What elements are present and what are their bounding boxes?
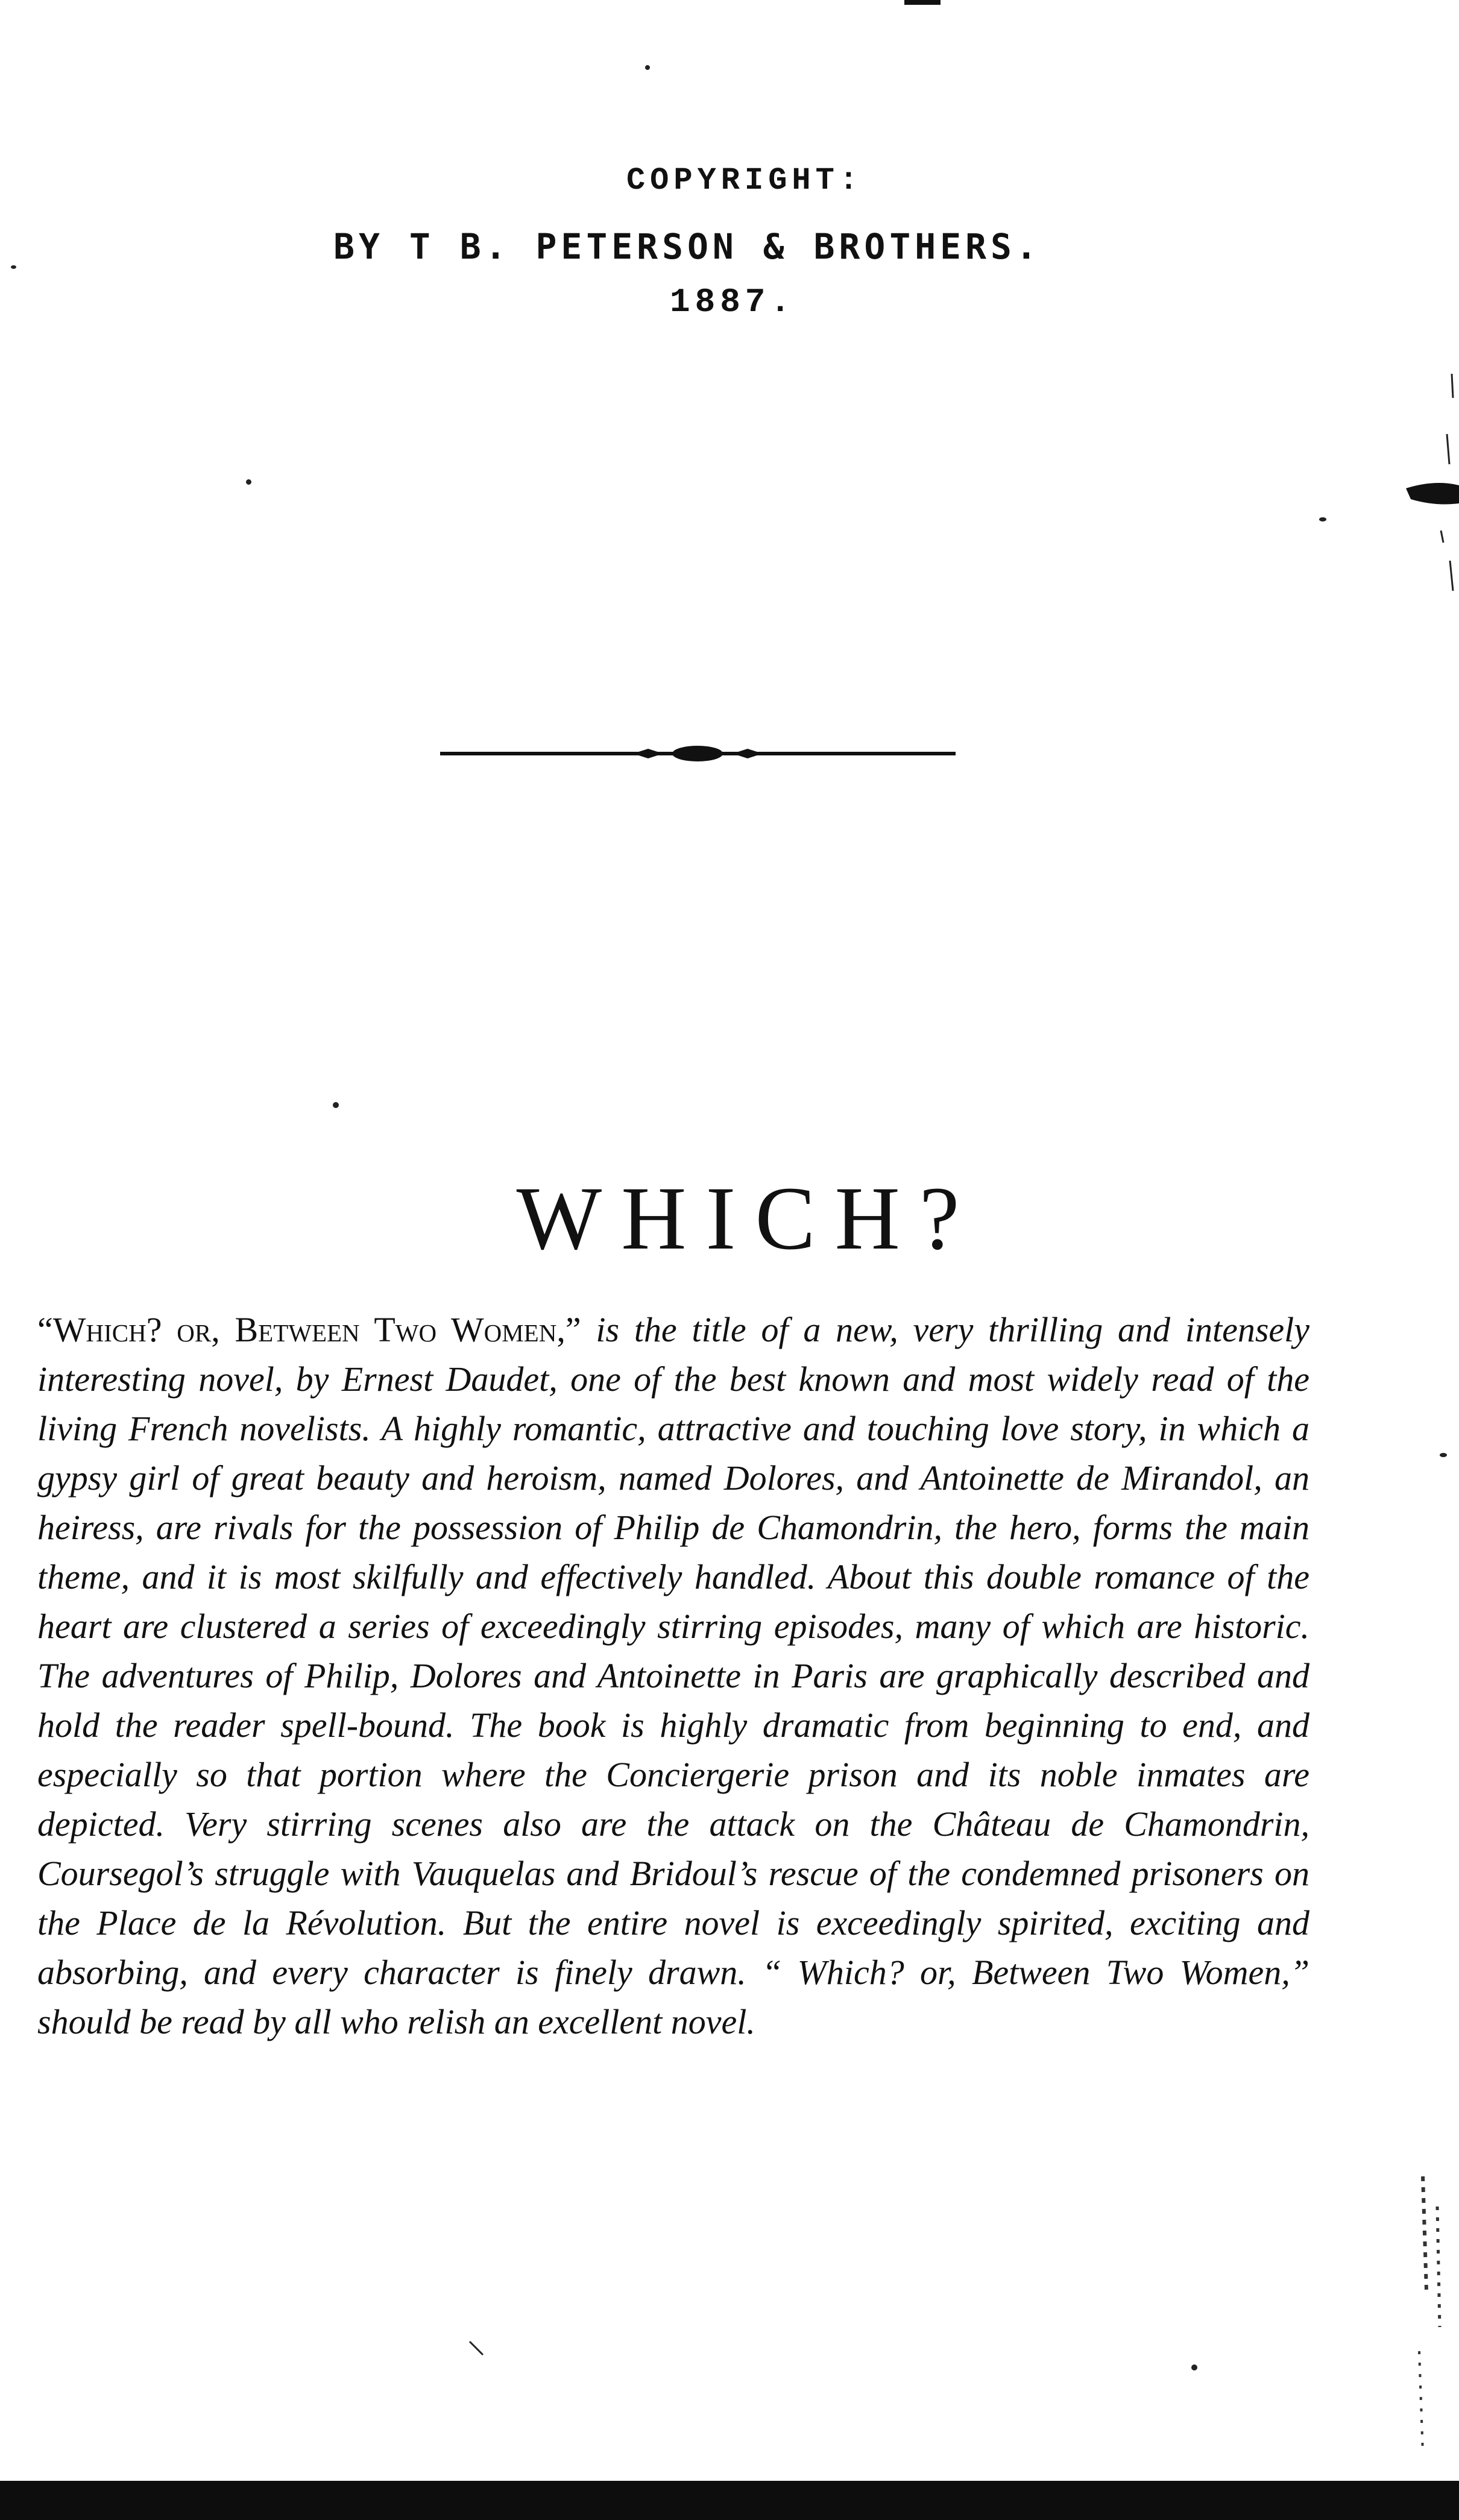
book-title: WHICH? [516,1168,979,1268]
scan-speck [333,1102,339,1108]
margin-scan-mark [1399,362,1459,603]
copyright-heading: COPYRIGHT: [626,163,863,198]
scan-bottom-edge [0,2481,1459,2520]
description-body: is the title of a new, very thrilling and intensely interesting novel, by Ernest Daudet, one of the best known and most widely read of the living French novelists. A highly romantic, attractive and touching love story, in which a gypsy girl of great beauty and heroism, named Dolores, and Antoinette de Mirandol, an heiress, are rivals for the possession of Philip de Chamondrin, the hero, forms the main theme, and it is most skilfully and effectively handled. About this double romance of the heart are clustered a series of exceedingly stirring episodes, many of which are historic. The adventures of Philip, Dolores and Antoinette in Paris are graphically described and hold the reader spell-bound. The book is highly dramatic from beginning to end, and especially so that portion where the Conciergerie prison and its noble inmates are depicted. Very stirring scenes also are the attack on the Château de Chamondrin, Coursegol’s struggle with Vauquelas and Bridoul’s rescue of the condemned prisoners on the Place de la Révolution. But the entire novel is exceedingly spirited, exciting and absorbing, and every character is finely drawn. “ Which? or, Between Two Women,” should be read by all who relish an excellent novel. [37,1310,1309,2041]
copyright-year: 1887. [669,283,796,321]
scan-speck [1319,517,1326,521]
publisher-line: BY T B. PETERSON & BROTHERS. [333,226,1041,267]
scan-speck [246,479,251,485]
scan-speck [1191,2364,1197,2370]
page-edge-mark [904,0,941,5]
book-description [37,1305,1309,2047]
scan-speck [1440,1453,1447,1457]
scan-speck [11,265,16,269]
copyright-block [0,163,1459,321]
description-lead: “Which? or, Between Two Women,” [37,1310,581,1349]
scan-speck [645,65,650,70]
margin-scan-mark [1411,2170,1459,2472]
stray-stroke [467,2339,485,2357]
ornamental-divider [440,742,956,766]
